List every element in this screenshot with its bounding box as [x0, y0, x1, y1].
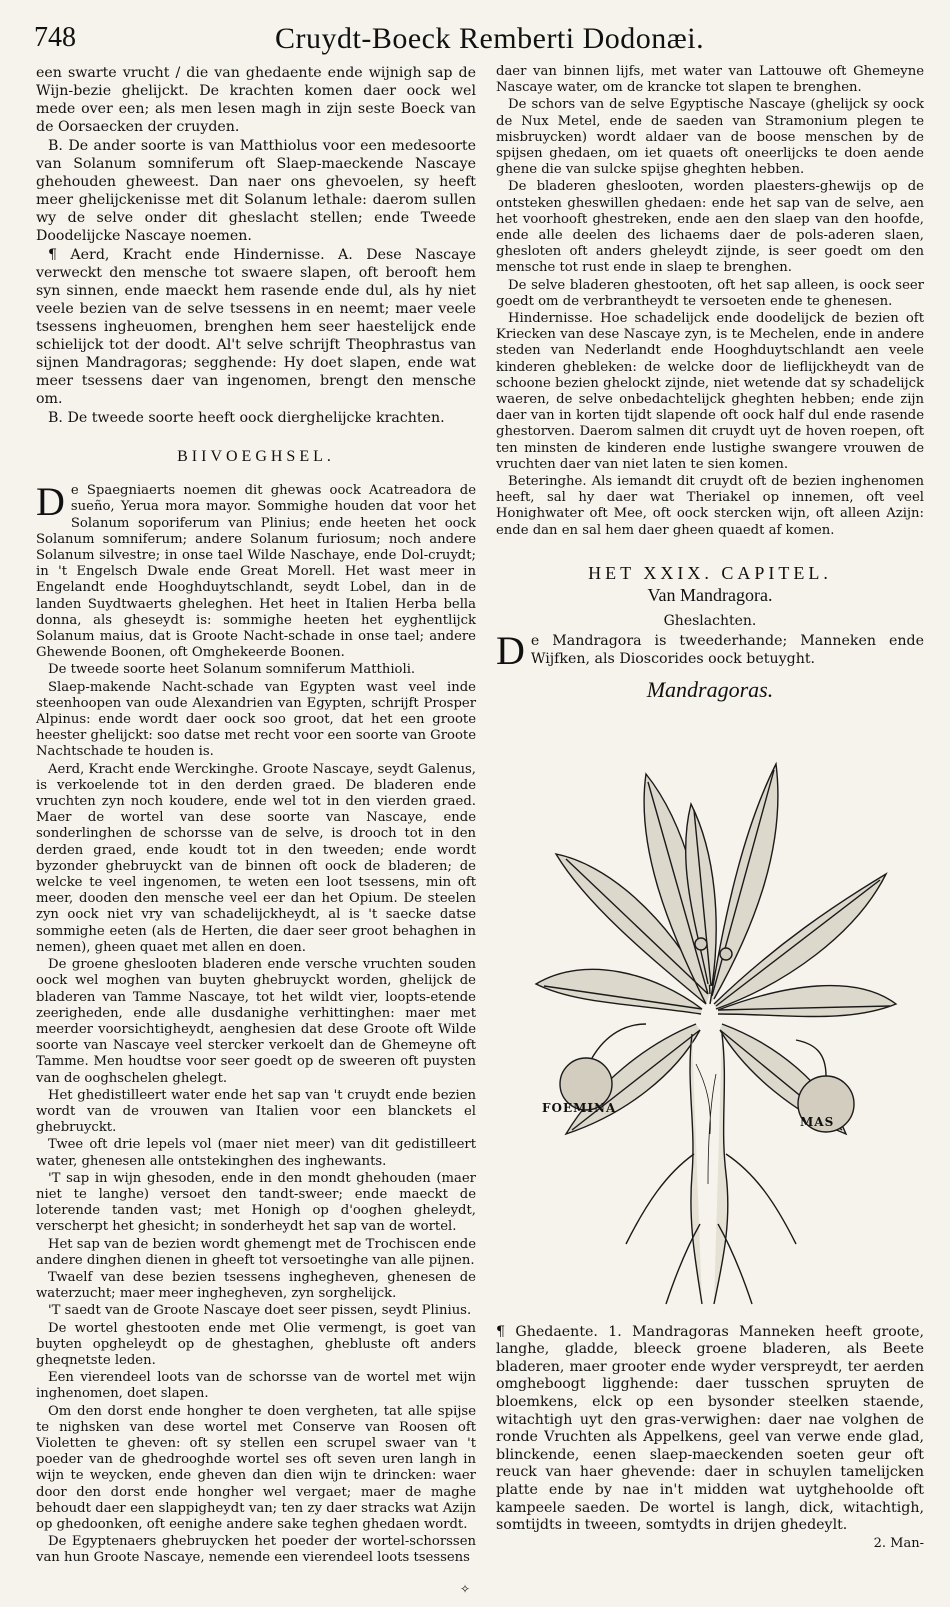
paragraph: De selve bladeren ghestooten, oft het sap alleen, is oock seer goedt om de verbrantheydt te versoeten ende te ghenesen. [496, 277, 924, 309]
paragraph: De Spaegniaerts noemen dit ghewas oock Acatreadora de sueño, Yerua mora mayor. Sommighe houden dat voor het Solanum soporiferum van Plinius; ende heeten het oock Solanum somniferum; andere Solanum furiosum; noch andere Solanum silvestre; in onse tael Wilde Naschaye, ende Dol-cruydt; in 't Engelsch Dwale ende Great Morell. Het wast meer in Engelandt ende Hooghduytschlandt, seydt Lobel, dan in de landen Suydtwaerts gheleghen. Het heet in Italien Herba bella donna, als gheseydt is: sommighe heeten het eyghentlijck Solanum maius, dat is Groote Nacht-schade in onse tael; andere Ghewende Boonen, oft Omghekeerde Boonen. [36, 479, 476, 661]
paragraph: De wortel ghestooten ende met Olie vermengt, is goet van buyten opgheleydt op de ghestaghen, ghebluste oft anders gheqnetste leden. [36, 1320, 476, 1368]
page-number: 748 [34, 22, 76, 53]
gheslachten-text: De Mandragora is tweederhande; Manneken ende Wijfken, als Dioscorides oock betuyght. [496, 627, 924, 673]
chapter-subtitle: Van Mandragora. [647, 585, 773, 606]
description-paragraph: ¶ Ghedaente. 1. Mandragoras Manneken heeft groote, langhe, gladde, bleeck groene bladeren, als Beete bladeren, maer grooter ende wyder verspreydt, ter aerden omgheboogt ligghende: daer tusschen spruyten de bloemkens, elck op een bysonder steelken staende, witachtigh uyt den gras-verwighen: daer nae volghen de ronde Vruchten als Appelkens, geel van verwe ende glad, blinckende, eenen slaep-maeckenden soeten geur oft reuck van haer ghevende: daer in schuylen tamelijcken platte ende by nae in't midden wat uytghehoolde oft kampeele saeden. De wortel is langh, dick, witachtigh, somtijdts in tweeen, somtydts in drijen ghedeylt. [496, 1323, 924, 1534]
gheslachten-heading: Gheslachten. [663, 613, 757, 630]
paragraph: Hindernisse. Hoe schadelijck ende doodelijck de bezien oft Kriecken van dese Nascaye zyn, is te Mechelen, ende in andere steden van Nederlandt ende Hooghduytschlandt aen veele kinderen ghebleken: de welcke door de lieflijckheydt van de schoone bezien ghelockt zijnde, niet wetende dat sy schadelijck waeren, de selve onbedachtelijck gheghten hebben; ende zijn daer van in korten tijdt slapende oft oock half dul ende rasende ghestorven. Daerom salmen dit cruydt uyt de hoven roepen, oft ten minsten de kinderen ende lustighe swangere vrouwen de vruchten daer van niet laten te sien komen. [496, 311, 924, 472]
paragraph: De groene gheslooten bladeren ende versche vruchten souden oock wel moghen van buyten ghebruyckt worden, ghelijck de bladeren van Tamme Nascaye, tot het wildt vier, loopts-etende zeerigheden, ende alle dusdanighe verhittinghen: maer met meerder voorsichtigheydt, aenghesien dat dese Groote oft Wilde soorte van Nascaye veel stercker verkoelt dan de Ghemeyne oft Tamme. Men houdtse voor seer goedt op de sweeren oft puysten van de ooghschelen ghelegt. [36, 957, 476, 1086]
catchword: 2. Man- [873, 1535, 924, 1551]
paragraph: B. De tweede soorte heeft oock dierghelijcke krachten. [48, 410, 445, 426]
left-column [36, 64, 476, 1566]
paragraph: Slaep-makende Nacht-schade van Egypten wast veel inde steenhoopen van oude Alexandrien van Egypten, schrijft Prosper Alpinus: ende wordt daer oock soo groot, dat het een groote heester ghelijckt: soo datse met recht voor een soorte van Groote Nachtschade te houden is. [36, 679, 476, 760]
mandragora-woodcut [496, 704, 924, 1324]
paragraph: een swarte vrucht / die van ghedaente ende wijnigh sap de Wijn-bezie ghelijckt. De krachten komen daer oock wel mede over een; als men lesen magh in zijn seste Boeck van de Oorsaecken der cruyden. [36, 65, 476, 135]
paragraph: De tweede soorte heet Solanum somniferum Matthioli. [48, 662, 416, 678]
paragraph: Een vierendeel loots van de schorsse van de wortel met wijn inghenomen, doet slapen. [36, 1370, 476, 1402]
paragraph: Twaelf van dese bezien tsessens inghegheven, ghenesen de waterzucht; maer meer inghegheven, zyn sorghelijck. [36, 1269, 476, 1302]
chapter-title: HET XXIX. CAPITEL. [588, 562, 832, 583]
paragraph: De schors van de selve Egyptische Nascaye (ghelijck sy oock de Nux Metel, ende de saeden van Stramonium plegen te misbruycken) wordt aldaer van de boose menschen by de spijsen ghedaen, om iet quaets oft oneerlijcks te doen aende ghene die van sulcke spijse gheghten hebben. [496, 97, 924, 178]
paragraph: 'T saedt van de Groote Nascaye doet seer pissen, seydt Plinius. [48, 1303, 472, 1319]
paragraph: De bladeren gheslooten, worden plaesters-ghewijs op de ontsteken gheswillen ghedaen: ende het sap van de selve, aen het voorhooft ghestreken, ende aen den slaep van den hoofde, ende alle deelen des lichaems daer de pols-aderen slaen, ghesloten oft anders gheleydt zijnde, is seer goedt om den mensche tot rust ende in slaep te brenghen. [496, 179, 924, 276]
mandrake-plant-illustration [496, 704, 924, 1324]
section-title: BIIVOEGHSEL. [177, 448, 335, 465]
paragraph: 'T sap in wijn ghesoden, ende in den mondt ghehouden (maer niet te langhe) versoet den tandt-sweer; ende maeckt de loterende tanden vast; met Honigh op d'ooghen gheleydt, verscherpt het ghesicht; in sonderheydt het sap van de wortel. [36, 1170, 476, 1235]
paragraph: Om den dorst ende hongher te doen vergheten, tat alle spijse te nighsken van dese wortel met Conserve van Roosen oft Violetten te gheven: oft sy stellen een scrupel swaer van 't poeder van de ghedrooghde wortel ses oft seven uren langh in wijn te weycken, ende gheven dan dien wijn te drincken: waer door den dorst ende hongher wel vergaet; maer de maghe behoudt daer een slappigheydt van; ten zy daer stracks wat Azijn op ghedoonken, oft eenighe andere sake teghen ghedaen wordt. [36, 1403, 476, 1532]
running-title: Cruydt-Boeck Remberti Dodonæi. [275, 22, 705, 55]
right-column [496, 64, 924, 1551]
plant-title: Mandragoras. [646, 676, 774, 702]
paragraph: Het ghedistilleert water ende het sap van 't cruydt ende bezien wordt van de vrouwen van Italien voor een blanckets el ghebruyckt. [36, 1087, 476, 1136]
left-top-block [36, 64, 476, 427]
paragraph: Twee oft drie lepels vol (maer niet meer) van dit gedistilleert water, ghenesen alle ontstekinghen des inghewants. [36, 1137, 476, 1169]
paragraph: De Egyptenaers ghebruycken het poeder der wortel-schorssen van hun Groote Nascaye, nemende een vierendeel loots tsessens [36, 1534, 476, 1566]
paragraph: Het sap van de bezien wordt ghemengt met de Trochiscen ende andere dinghen dienen in gheeft tot versoetinghe van alle pijnen. [36, 1236, 476, 1268]
paragraph: ¶ Aerd, Kracht ende Hindernisse. A. Dese Nascaye verweckt den mensche tot swaere slapen, oft berooft hem syn sinnen, ende maeckt hem rasende ende dul, als hy niet veele bezien van de selve tsessens in en neemt; maer veele tsessens ingheuomen, brenghen hem seer haestelijck ende schielijck tot der doodt. Al't selve schrijft Theophrastus van sijnen Mandragoras; segghende: Hy doet slapen, ende wat meer tsessens daer van ingenomen, brengt den mensche om. [36, 247, 476, 407]
figure-label-femina: FOEMINA [542, 1100, 617, 1115]
paragraph: daer van binnen lijfs, met water van Lattouwe oft Ghemeyne Nascaye water, om de krancke tot slapen te brenghen. [496, 64, 924, 96]
ornament-mark: ✧ [460, 1582, 471, 1596]
paragraph: Aerd, Kracht ende Werckinghe. Groote Nascaye, seydt Galenus, is verkoelende tot in den derden graed. De bladeren ende vruchten zyn noch koudere, ende wel tot in den vierden graed. Maer de wortel van dese soorte van Nascaye, ende sonderlinghen de schorsse van de selve, is drooch tot in den derden graed, ende koudt tot in den tweeden; ende wordt byzonder ghebruyckt van de binnen oft oock de bladeren; de welcke te veel ingenomen, te weten een loot tsessens, min oft meer, dooden den mensche veel eer dan het Opium. De steelen zyn oock niet vry van schadelijckheydt, al is 't saecke datse sommighe eeten (als de Herten, die daer seer groot behaghen in nemen), gheen quaet met allen en doen. [36, 761, 476, 955]
paragraph: Beteringhe. Als iemandt dit cruydt oft de bezien inghenomen heeft, sal hy daer wat Theriakel op innemen, oft veel Honighwater oft Mee, oft oock stercken wijn, oft alleen Azijn: ende dan en sal hem daer gheen quaedt af komen. [496, 474, 924, 538]
figure-label-mas: MAS [800, 1114, 835, 1129]
paragraph: B. De ander soorte is van Matthiolus voor een medesoorte van Solanum somniferum oft Slaep-maeckende Nascaye ghehouden gheweest. Dan naer ons ghevoelen, sy heeft meer ghelijckenisse met dit Solanum lethale: daerom sullen wy de selve onder dit gheslacht stellen; ende Tweede Doodelijcke Nascaye noemen. [36, 138, 476, 244]
page-header [30, 18, 930, 64]
